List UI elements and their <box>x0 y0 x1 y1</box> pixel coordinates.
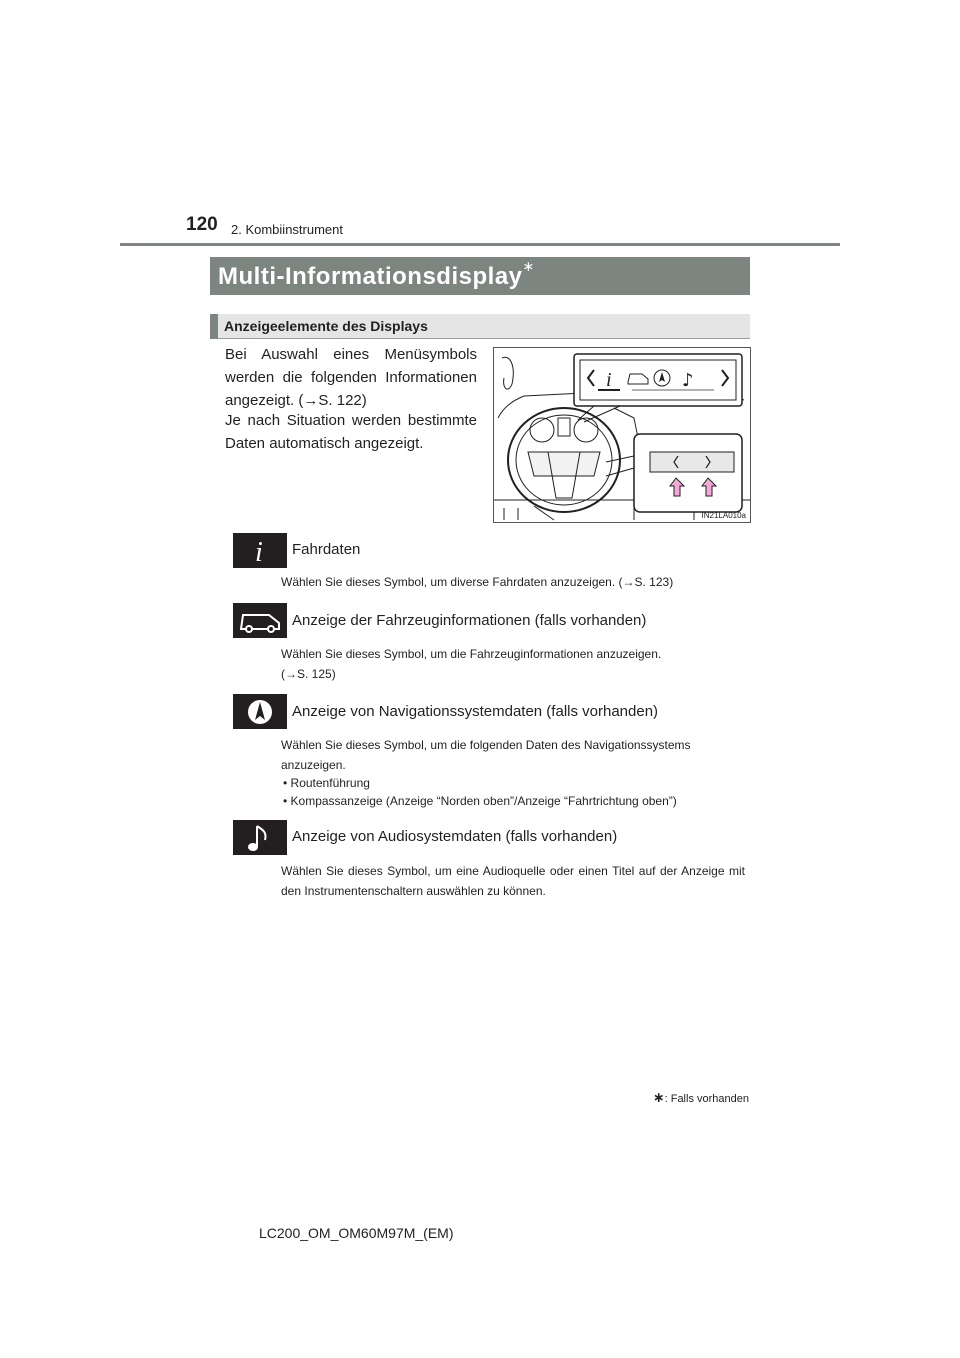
section-title <box>218 258 535 291</box>
intro-paragraph-2: Je nach Situation werden bestimmte Daten automatisch angezeigt. <box>225 412 477 452</box>
item-title-fahrdaten: Fahrdaten <box>292 541 361 558</box>
info-icon <box>233 533 287 568</box>
dashboard-illustration <box>493 347 751 523</box>
svg-text:♪: ♪ <box>682 370 694 391</box>
section-title-mark: ∗ <box>522 258 535 274</box>
footnote <box>653 1089 749 1106</box>
navigation-icon <box>233 694 287 729</box>
music-note-icon <box>233 820 287 855</box>
car-icon <box>233 603 287 638</box>
header-divider <box>120 243 840 246</box>
item-desc-fahrzeuginfo-1: Wählen Sie dieses Symbol, um die Fahrzeuginformationen anzuzeigen. <box>281 647 662 661</box>
item-title-fahrzeuginfo: Anzeige der Fahrzeuginformationen (falls vorhanden) <box>292 612 647 629</box>
dashboard-drawing <box>494 348 750 522</box>
chapter-title: 2. Kombiinstrument <box>231 222 343 237</box>
list-item: • Kompassanzeige (Anzeige “Norden oben”/Anzeige “Fahrtrichtung oben”) <box>283 794 677 808</box>
footnote-mark: ∗ <box>652 1089 665 1105</box>
item-title-audio: Anzeige von Audiosystemdaten (falls vorhanden) <box>292 828 618 845</box>
item-desc-fahrdaten: Wählen Sie dieses Symbol, um diverse Fahrdaten anzuzeigen. (→S. 123) <box>281 575 674 589</box>
footnote-text: : Falls vorhanden <box>664 1093 749 1105</box>
subsection-accent <box>210 314 218 339</box>
subsection-title: Anzeigeelemente des Displays <box>224 318 428 334</box>
item-desc-fahrzeuginfo-2: (→S. 125) <box>281 667 336 681</box>
list-item: • Routenführung <box>283 776 370 790</box>
figure-code: IN21LA010a <box>701 511 746 520</box>
svg-text:i: i <box>255 537 263 568</box>
item-desc-audio: Wählen Sie dieses Symbol, um eine Audioquelle oder einen Titel auf der Anzeige mit den Instrumentenschaltern auswählen zu können. <box>281 864 745 898</box>
intro-paragraph-1: Bei Auswahl eines Menüsymbols werden die folgenden Informationen angezeigt. (→S. 122) <box>225 346 477 409</box>
svg-text:i: i <box>606 369 612 391</box>
section-title-text: Multi-Informationsdisplay <box>218 263 523 290</box>
item-title-navigation: Anzeige von Navigationssystemdaten (falls vorhanden) <box>292 703 659 720</box>
item-desc-navigation: Wählen Sie dieses Symbol, um die folgenden Daten des Navigationssystems anzuzeigen. <box>281 738 691 772</box>
footer-code: LC200_OM_OM60M97M_(EM) <box>259 1225 454 1241</box>
page-number: 120 <box>186 214 218 235</box>
